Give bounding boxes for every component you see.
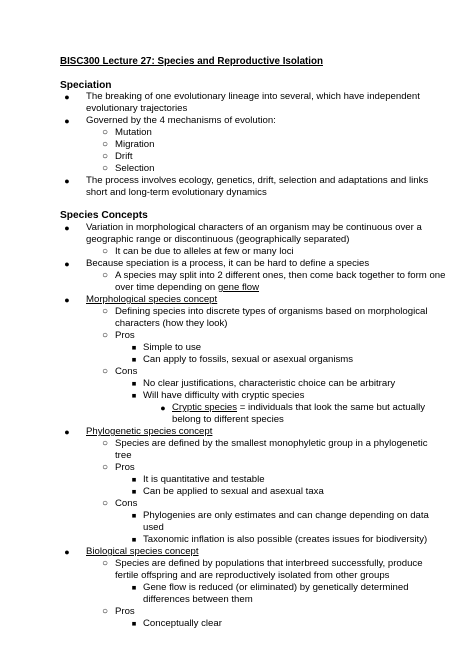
bio-gene-line-1: Gene flow is reduced (or eliminated) by genetically determined: [143, 582, 409, 593]
bullet-disc: ●: [160, 403, 166, 413]
speciation-definition-line-2: evolutionary trajectories: [86, 103, 188, 114]
bio-pros-label: Pros: [115, 606, 135, 617]
bullet-circle: ○: [101, 330, 109, 341]
morph-def-line-1: Defining species into discrete types of organisms based on morphological: [115, 306, 428, 317]
morph-pro-item: Simple to use: [143, 342, 202, 353]
bullet-disc: ●: [64, 295, 70, 305]
bullet-circle: ○: [101, 366, 109, 377]
mechanism-item: Mutation: [115, 127, 152, 138]
phylo-con-item-line-2: used: [143, 522, 164, 533]
bullet-disc: ●: [64, 259, 70, 269]
morphological-concept-link[interactable]: Morphological species concept: [86, 294, 218, 305]
gene-flow-link[interactable]: gene flow: [217, 282, 260, 293]
alleles-line: It can be due to alleles at few or many loci: [115, 246, 294, 257]
bullet-circle: ○: [101, 151, 109, 162]
bullet-square: ■: [131, 391, 137, 400]
bullet-square: ■: [131, 355, 137, 364]
bullet-circle: ○: [101, 558, 109, 569]
bullet-disc: ●: [64, 116, 70, 126]
phylo-def-line-2: tree: [115, 450, 132, 461]
speciation-governed: Governed by the 4 mechanisms of evolution:: [86, 115, 276, 126]
bullet-square: ■: [131, 535, 137, 544]
bullet-circle: ○: [101, 163, 109, 174]
morph-def-line-2: characters (how they look): [115, 318, 228, 329]
speciation-process-line-1: The process involves ecology, genetics, drift, selection and adaptations and links: [86, 175, 429, 186]
bio-def-line-2: fertile offspring and are reproductively isolated from other groups: [115, 570, 390, 581]
bullet-square: ■: [131, 379, 137, 388]
bullet-circle: ○: [101, 139, 109, 150]
bullet-circle: ○: [101, 498, 109, 509]
bullet-circle: ○: [101, 438, 109, 449]
bullet-disc: ●: [64, 427, 70, 437]
bio-pro-item: Conceptually clear: [143, 618, 222, 629]
bullet-disc: ●: [64, 223, 70, 233]
bullet-disc: ●: [64, 547, 70, 557]
phylo-pro-item: Can be applied to sexual and asexual taxa: [143, 486, 324, 497]
bullet-circle: ○: [101, 246, 109, 257]
bullet-disc: ●: [64, 176, 70, 186]
process-hard-line: Because speciation is a process, it can be hard to define a species: [86, 258, 370, 269]
cryptic-definition: = individuals that look the same but actually: [237, 402, 426, 413]
speciation-process-line-2: short and long-term evolutionary dynamics: [86, 187, 267, 198]
variation-line-2: geographic range or discontinuous (geographically separated): [86, 234, 350, 245]
biological-concept-link[interactable]: Biological species concept: [86, 546, 199, 557]
mechanism-item: Selection: [115, 163, 155, 174]
morph-con-item: No clear justifications, characteristic choice can be arbitrary: [143, 378, 396, 389]
cryptic-line-2: belong to different species: [172, 414, 284, 425]
split-line-1: A species may split into 2 different ones, then come back together to form one: [115, 270, 446, 281]
bullet-circle: ○: [101, 606, 109, 617]
morph-pro-item: Can apply to fossils, sexual or asexual organisms: [143, 354, 354, 365]
mechanism-item: Migration: [115, 139, 155, 150]
bullet-square: ■: [131, 475, 137, 484]
bullet-circle: ○: [101, 127, 109, 138]
bullet-square: ■: [131, 511, 137, 520]
morph-cons-label: Cons: [115, 366, 138, 377]
morph-con-item: Will have difficulty with cryptic species: [143, 390, 305, 401]
bullet-square: ■: [131, 583, 137, 592]
speciation-definition-line-1: The breaking of one evolutionary lineage into several, which have independent: [86, 91, 420, 102]
bio-def-line-1: Species are defined by populations that interbreed successfully, produce: [115, 558, 423, 569]
split-line-2: [115, 282, 259, 294]
bullet-circle: ○: [101, 270, 109, 281]
bio-gene-line-2: differences between them: [143, 594, 253, 605]
heading-species-concepts: Species Concepts: [60, 210, 148, 221]
mechanism-item: Drift: [115, 151, 133, 162]
variation-line-1: Variation in morphological characters of an organism may be continuous over a: [86, 222, 422, 233]
bullet-square: ■: [131, 487, 137, 496]
phylo-con-item-line-1: Phylogenies are only estimates and can change depending on data: [143, 510, 429, 521]
bullet-square: ■: [131, 343, 137, 352]
cryptic-species-link[interactable]: Cryptic species: [172, 402, 238, 413]
phylo-pro-item: It is quantitative and testable: [143, 474, 265, 485]
phylo-con-item: Taxonomic inflation is also possible (creates issues for biodiversity): [143, 534, 428, 545]
phylo-pros-label: Pros: [115, 462, 135, 473]
bullet-circle: ○: [101, 306, 109, 317]
morph-pros-label: Pros: [115, 330, 135, 341]
cryptic-line-1: [172, 402, 425, 414]
heading-speciation: Speciation: [60, 80, 112, 91]
phylogenetic-concept-link[interactable]: Phylogenetic species concept: [86, 426, 213, 437]
bullet-circle: ○: [101, 462, 109, 473]
bullet-disc: ●: [64, 92, 70, 102]
phylo-cons-label: Cons: [115, 498, 138, 509]
split-text: over time depending on: [115, 282, 218, 293]
bullet-square: ■: [131, 619, 137, 628]
document-title: BISC300 Lecture 27: Species and Reproductive Isolation: [60, 56, 323, 67]
phylo-def-line-1: Species are defined by the smallest monophyletic group in a phylogenetic: [115, 438, 428, 449]
